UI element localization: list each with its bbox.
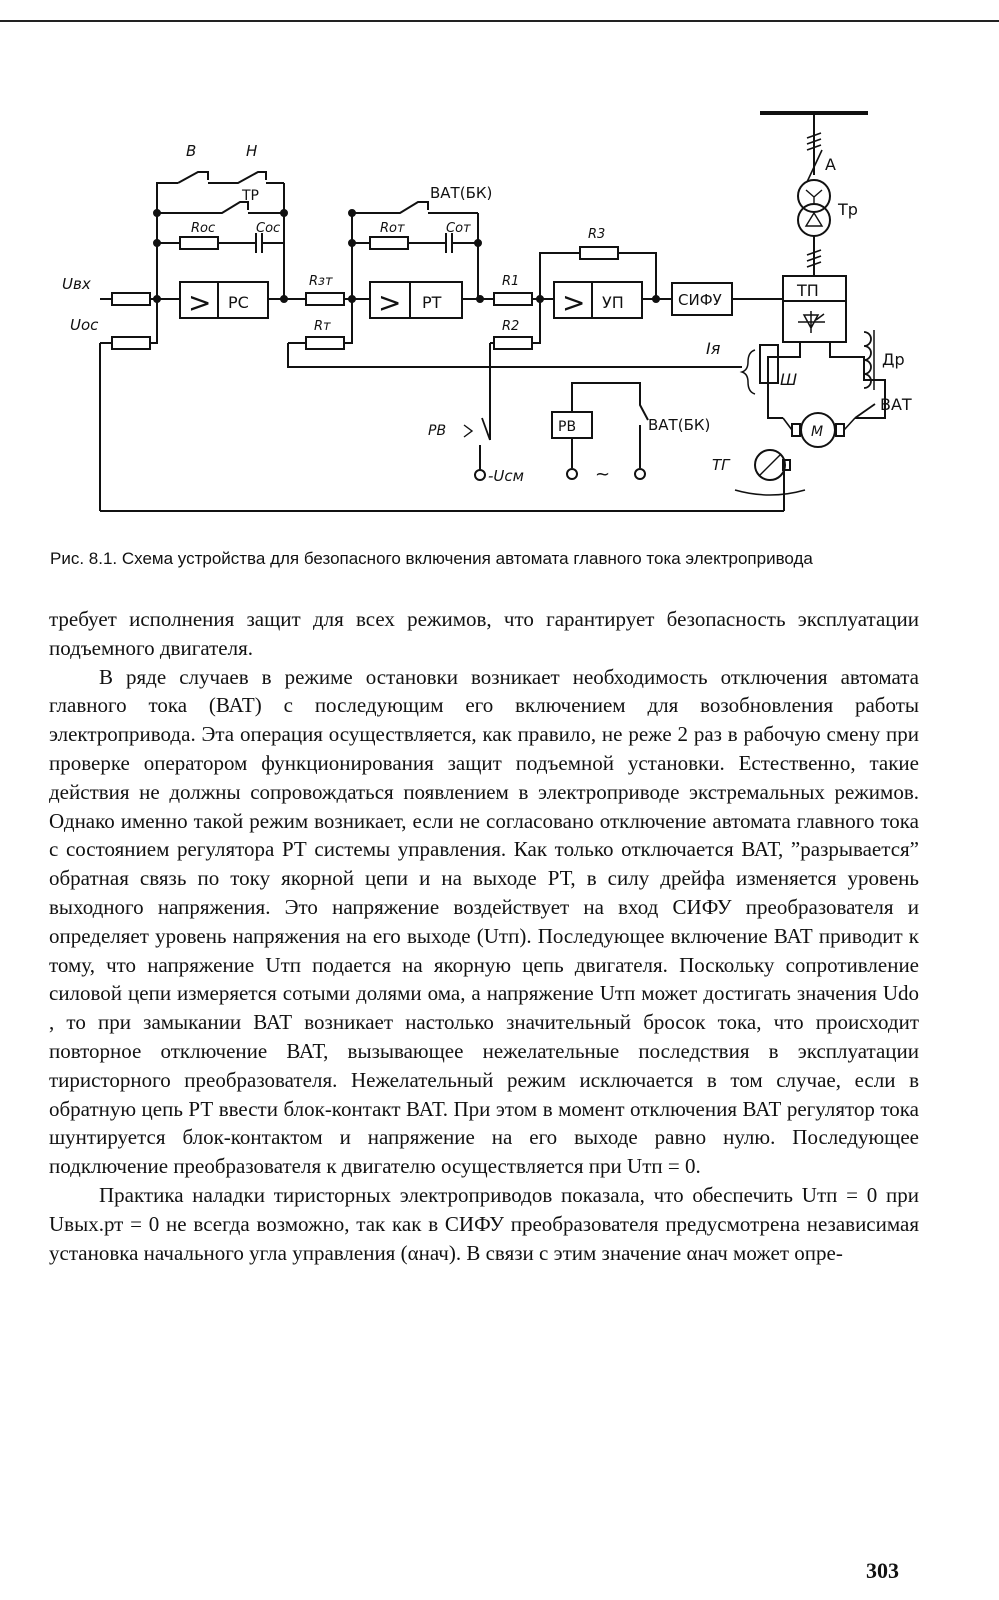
circuit-diagram — [0, 0, 999, 540]
label-sh: Ш — [780, 370, 798, 389]
resistor-os — [112, 337, 150, 349]
transformer-winding-bottom — [798, 204, 830, 236]
rt-symbol: > — [378, 286, 402, 319]
rt-label: РТ — [422, 293, 442, 312]
label-a: А — [825, 155, 836, 174]
figure-caption: Рис. 8.1. Схема устройства для безопасного включения автомата главного тока электропривода — [50, 549, 813, 568]
resistor-r-t — [306, 337, 344, 349]
body-text — [49, 605, 919, 1267]
resistor-r3 — [580, 247, 618, 259]
paragraph-2: В ряде случаев в режиме остановки возникает необходимость отключения автомата главного тока (ВАТ) с последующим его включением для возобновления работы электропривода. Эта операция осуществляется, как правило, не реже 2 раз в рабочую смену при проверке оператором функционирования защит подъемной установки. Естественно, такие действия не должны сопровождаться появлением в электроприводе экстремальных режимов. Однако именно такой режим возникает, если не согласовано отключение автомата главного тока с состоянием регулятора РТ системы управления. Как только отключается ВАТ, ”разрывается” обратная связь по току якорной цепи и на выходе РТ, в силу дрейфа изменяется уровень выходного напряжения. Это напряжение воздействует на вход СИФУ преобразователя и определяет уровень напряжения на его выходе (Uтп). Последующее включение ВАТ приводит к тому, что напряжение Uтп подается на якорную цепь двигателя. Поскольку сопротивление силовой цепи измеряется сотыми долями ома, а напряжение Uтп может достигать значения Udo , то при замыкании ВАТ возникает настолько значительный бросок тока, что происходит повторное отключение ВАТ, вызывающее нежелательные последствия в эксплуатации тиристорного преобразователя. Нежелательный режим исключается в том случае, если в обратную цепь РТ ввести блок-контакт ВАТ. При этом в момент отключения ВАТ регулятор тока шунтируется блок-контактом и напряжение на его выходе равно нулю. Последующее подключение преобразователя к двигателю осуществляется при Uтп = 0. — [49, 664, 919, 1179]
label-m: М — [811, 424, 824, 440]
rs-label: РС — [228, 293, 249, 312]
label-r-ot: Rот — [380, 221, 405, 236]
label-tg: ТГ — [712, 456, 730, 474]
label-rv-contact: РВ — [428, 423, 447, 439]
label-tilde: ~ — [595, 464, 611, 485]
resistor-r-zt — [306, 293, 344, 305]
up-label: УП — [602, 293, 624, 312]
label-r-zt: Rзт — [309, 274, 333, 289]
rv-box-label: РВ — [558, 419, 577, 435]
rs-symbol: > — [188, 286, 212, 319]
label-vat: ВАТ — [880, 395, 912, 414]
resistor-r-os — [180, 237, 218, 249]
label-tr-contact: ТР — [242, 188, 259, 204]
label-u-os: Uос — [70, 316, 99, 334]
sifu-label: СИФУ — [678, 291, 722, 309]
paragraph-3: Практика наладки тиристорных электроприводов показала, что обеспечить Uтп = 0 при Uвых.рт = 0 не всегда возможно, так как в СИФУ преобразователя предусмотрена независимая установка начального угла управления (αнач). В связи с этим значение αнач может опре- — [49, 1182, 919, 1265]
resistor-r2 — [494, 337, 532, 349]
label-i-ya: Iя — [706, 339, 721, 358]
label-b: В — [186, 142, 197, 160]
resistor-r1 — [494, 293, 532, 305]
label-vat-bk-bottom: ВАТ(БК) — [648, 416, 711, 434]
label-tr: Тр — [838, 200, 858, 219]
label-r2: R2 — [502, 319, 520, 334]
label-dr: Др — [882, 350, 905, 369]
label-r-os: Rос — [191, 221, 216, 236]
paragraph-1: требует исполнения защит для всех режимов, что гарантирует безопасность эксплуатации подъемного двигателя. — [49, 607, 919, 660]
label-vat-bk-top: ВАТ(БК) — [430, 184, 493, 202]
transformer-winding-top — [798, 180, 830, 212]
label-c-os: Cос — [256, 221, 281, 236]
label-u-vx: Uвх — [62, 275, 91, 293]
label-u-sm: -Uсм — [488, 467, 524, 485]
label-r-t: Rт — [314, 319, 331, 334]
up-symbol: > — [562, 286, 586, 319]
label-n: Н — [246, 142, 258, 160]
label-c-ot: Cот — [446, 221, 471, 236]
label-r1: R1 — [502, 274, 520, 289]
label-r3: R3 — [588, 227, 606, 242]
label-tp: ТП — [797, 281, 819, 300]
resistor-r-ot — [370, 237, 408, 249]
page-number: 303 — [866, 1558, 899, 1583]
resistor-input — [112, 293, 150, 305]
